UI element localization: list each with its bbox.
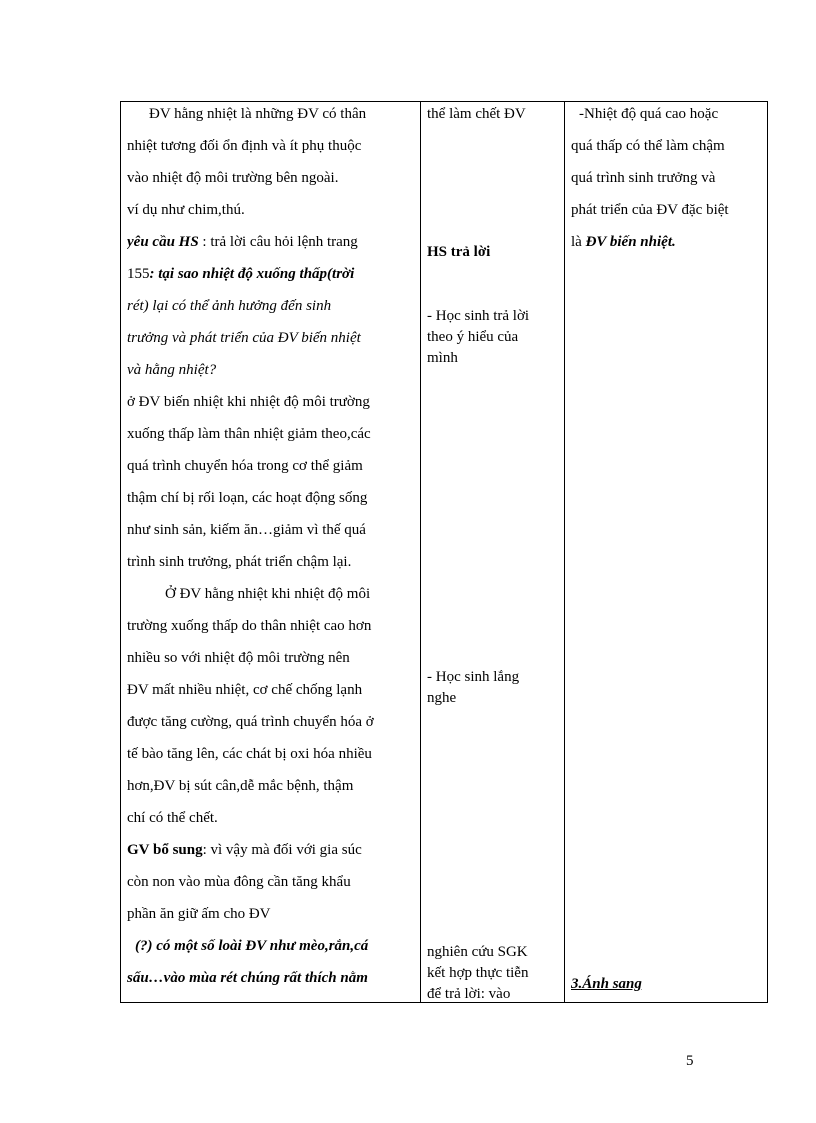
question-line: sấu…vào mùa rét chúng rất thích nằm xyxy=(127,970,368,986)
text-line: phần ăn giữ ấm cho ĐV xyxy=(127,906,271,922)
instruction-label: yêu cầu HS xyxy=(127,234,199,250)
text-line xyxy=(127,840,362,860)
text-line: thể làm chết ĐV xyxy=(427,106,526,122)
question-line: (?) có một số loài ĐV như mèo,rắn,cá xyxy=(135,938,369,954)
text-line: còn non vào mùa đông cần tăng khẩu xyxy=(127,874,351,890)
question-line: trưởng và phát triển của ĐV biến nhiệt xyxy=(127,330,361,346)
text-line: như sinh sản, kiếm ăn…giảm vì thế quá xyxy=(127,522,366,538)
page-ref: 155 xyxy=(127,266,150,282)
text-line: phát triển của ĐV đặc biệt xyxy=(571,202,729,218)
section-label: HS trả lời xyxy=(427,244,491,260)
text-line: ĐV hằng nhiệt là những ĐV có thân xyxy=(149,106,367,122)
text-line: quá trình chuyển hóa trong cơ thể giảm xyxy=(127,458,363,474)
text-line: -Nhiệt độ quá cao hoặc xyxy=(579,106,719,122)
text-line: thậm chí bị rối loạn, các hoạt động sống xyxy=(127,490,368,506)
text-line: ĐV mất nhiều nhiệt, cơ chế chống lạnh xyxy=(127,682,363,698)
text-line xyxy=(127,232,358,252)
text-line: chí có thể chết. xyxy=(127,810,218,826)
text-line: nghiên cứu SGK xyxy=(427,944,528,960)
text-line: tế bào tăng lên, các chát bị oxi hóa nhiều xyxy=(127,746,372,762)
text-line: - Học sinh lắng xyxy=(427,669,520,685)
content-column xyxy=(571,102,761,1002)
text-line: hơn,ĐV bị sút cân,dễ mắc bệnh, thậm xyxy=(127,778,354,794)
column-divider xyxy=(420,102,421,1002)
text-line xyxy=(127,264,354,284)
emphasis-text: ĐV biến nhiệt. xyxy=(585,234,676,250)
question-line: và hằng nhiệt? xyxy=(127,362,217,378)
text-span: là xyxy=(571,234,586,250)
text-line: ở ĐV biến nhiệt khi nhiệt độ môi trường xyxy=(127,394,370,410)
text-line: nghe xyxy=(427,690,457,706)
text-line: mình xyxy=(427,350,458,366)
text-line: Ở ĐV hằng nhiệt khi nhiệt độ môi xyxy=(165,586,371,602)
student-activity-column xyxy=(427,102,559,1002)
supplement-label: GV bổ sung xyxy=(127,842,203,858)
text-line: ví dụ như chim,thú. xyxy=(127,202,245,218)
text-line: nhiệt tương đối ổn định và ít phụ thuộc xyxy=(127,138,362,154)
text-line: nhiều so với nhiệt độ môi trường nên xyxy=(127,650,350,666)
text-line: quá trình sinh trưởng và xyxy=(571,170,716,186)
text-line: trường xuống thấp do thân nhiệt cao hơn xyxy=(127,618,372,634)
instruction-text: : trả lời câu hỏi lệnh trang xyxy=(198,234,358,250)
section-heading: 3.Ánh sang xyxy=(571,976,642,992)
text-line: trình sinh trưởng, phát triển chậm lại. xyxy=(127,554,352,570)
text-line: để trả lời: vào xyxy=(427,986,511,1002)
question-line: rét) lại có thể ảnh hưởng đến sinh xyxy=(127,298,332,314)
text-line: theo ý hiểu của xyxy=(427,329,519,345)
text-line: quá thấp có thể làm chậm xyxy=(571,138,725,154)
question-text: : tại sao nhiệt độ xuống thấp(trời xyxy=(149,266,355,282)
text-line: được tăng cường, quá trình chuyển hóa ở xyxy=(127,714,374,730)
page-number: 5 xyxy=(686,1053,694,1069)
supplement-text: : vì vậy mà đối với gia súc xyxy=(202,842,362,858)
text-line: vào nhiệt độ môi trường bên ngoài. xyxy=(127,170,339,186)
text-line: kết hợp thực tiễn xyxy=(427,965,529,981)
column-divider xyxy=(564,102,565,1002)
text-line xyxy=(571,232,676,252)
text-line: - Học sinh trả lời xyxy=(427,308,530,324)
content-table xyxy=(120,101,768,1003)
teacher-activity-column xyxy=(127,102,412,1002)
text-line: xuống thấp làm thân nhiệt giảm theo,các xyxy=(127,426,371,442)
